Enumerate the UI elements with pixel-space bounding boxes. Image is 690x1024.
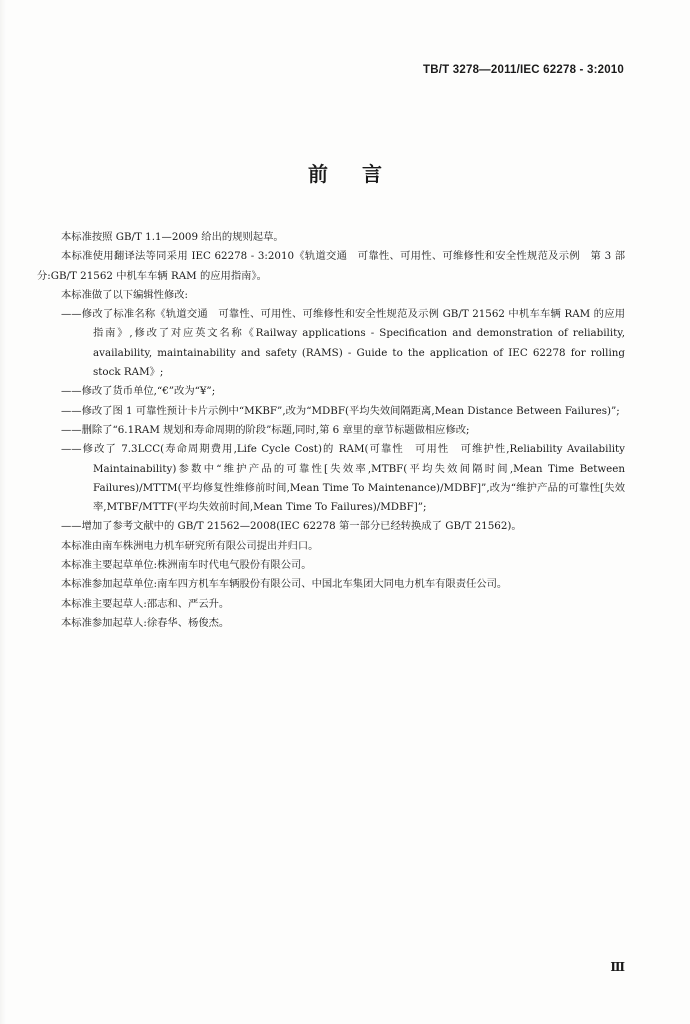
list-item-change-figure1: ——修改了图 1 可靠性预计卡片示例中“MKBF”,改为“MDBF(平均失效间隔距离,Mean Distance Between Failures)”; [61, 404, 620, 417]
list-item-change-currency: ——修改了货币单位,“€”改为“¥”; [61, 385, 216, 398]
paragraph-translation-method: 本标准使用翻译法等同采用 IEC 62278 - 3:2010《轨道交通 可靠性、可用性、可维修性和安全性规范及示例 第 3 部分:GB/T 21562 中机车车辆 RAM 的应用指南》。 [37, 250, 625, 282]
paragraph-main-drafters: 本标准主要起草人:邵志和、严云升。 [61, 597, 230, 610]
list-item-change-title: ——修改了标准名称《轨道交通 可靠性、可用性、可维修性和安全性规范及示例 GB/T 21562 中机车车辆 RAM 的应用指南》,修改了对应英文名称《Railway applications - Specification and demonstration of reliability, availability, maintainability and safety (RAMS) - Guide to the application of IEC 62278 for rolling stock RAM》; [61, 308, 625, 379]
page-title: 前言 [308, 162, 416, 186]
paragraph-main-drafting-unit: 本标准主要起草单位:株洲南车时代电气股份有限公司。 [61, 559, 312, 572]
paragraph-participating-drafters: 本标准参加起草人:徐春华、杨俊杰。 [61, 616, 230, 629]
page-number: Ⅲ [610, 960, 624, 974]
paragraph-editorial-changes-intro: 本标准做了以下编辑性修改: [61, 288, 189, 301]
document-body [37, 228, 625, 633]
list-item-change-lcc: ——修改了 7.3LCC(寿命周期费用,Life Cycle Cost)的 RAM(可靠性 可用性 可维护性,Reliability Availability Maintainability)参数中“维护产品的可靠性[失效率,MTBF(平均失效间隔时间,Mean Time Between Failures)/MTTM(平均修复性维修前时间,Mean Time To Maintenance)/MDBF]”,改为“维护产品的可靠性[失效率,MTBF/MTTF(平均失效前时间,Mean Time To Failures)/MDBF]”; [61, 443, 625, 514]
paragraph-drafting-rules: 本标准按照 GB/T 1.1—2009 给出的规则起草。 [61, 231, 284, 243]
paragraph-proposer: 本标准由南车株洲电力机车研究所有限公司提出并归口。 [61, 539, 319, 552]
scan-edge-shadow [0, 0, 6, 1024]
list-item-add-bibliography: ——增加了参考文献中的 GB/T 21562—2008(IEC 62278 第一部分已经转换成了 GB/T 21562)。 [61, 520, 522, 533]
standard-code-header: TB/T 3278—2011/IEC 62278 - 3:2010 [423, 64, 624, 76]
list-item-delete-heading: ——删除了“6.1RAM 规划和寿命周期的阶段”标题,同时,第 6 章里的章节标题做相应修改; [61, 423, 470, 436]
paragraph-participating-units: 本标准参加起草单位:南车四方机车车辆股份有限公司、中国北车集团大同电力机车有限责任公司。 [61, 578, 508, 591]
